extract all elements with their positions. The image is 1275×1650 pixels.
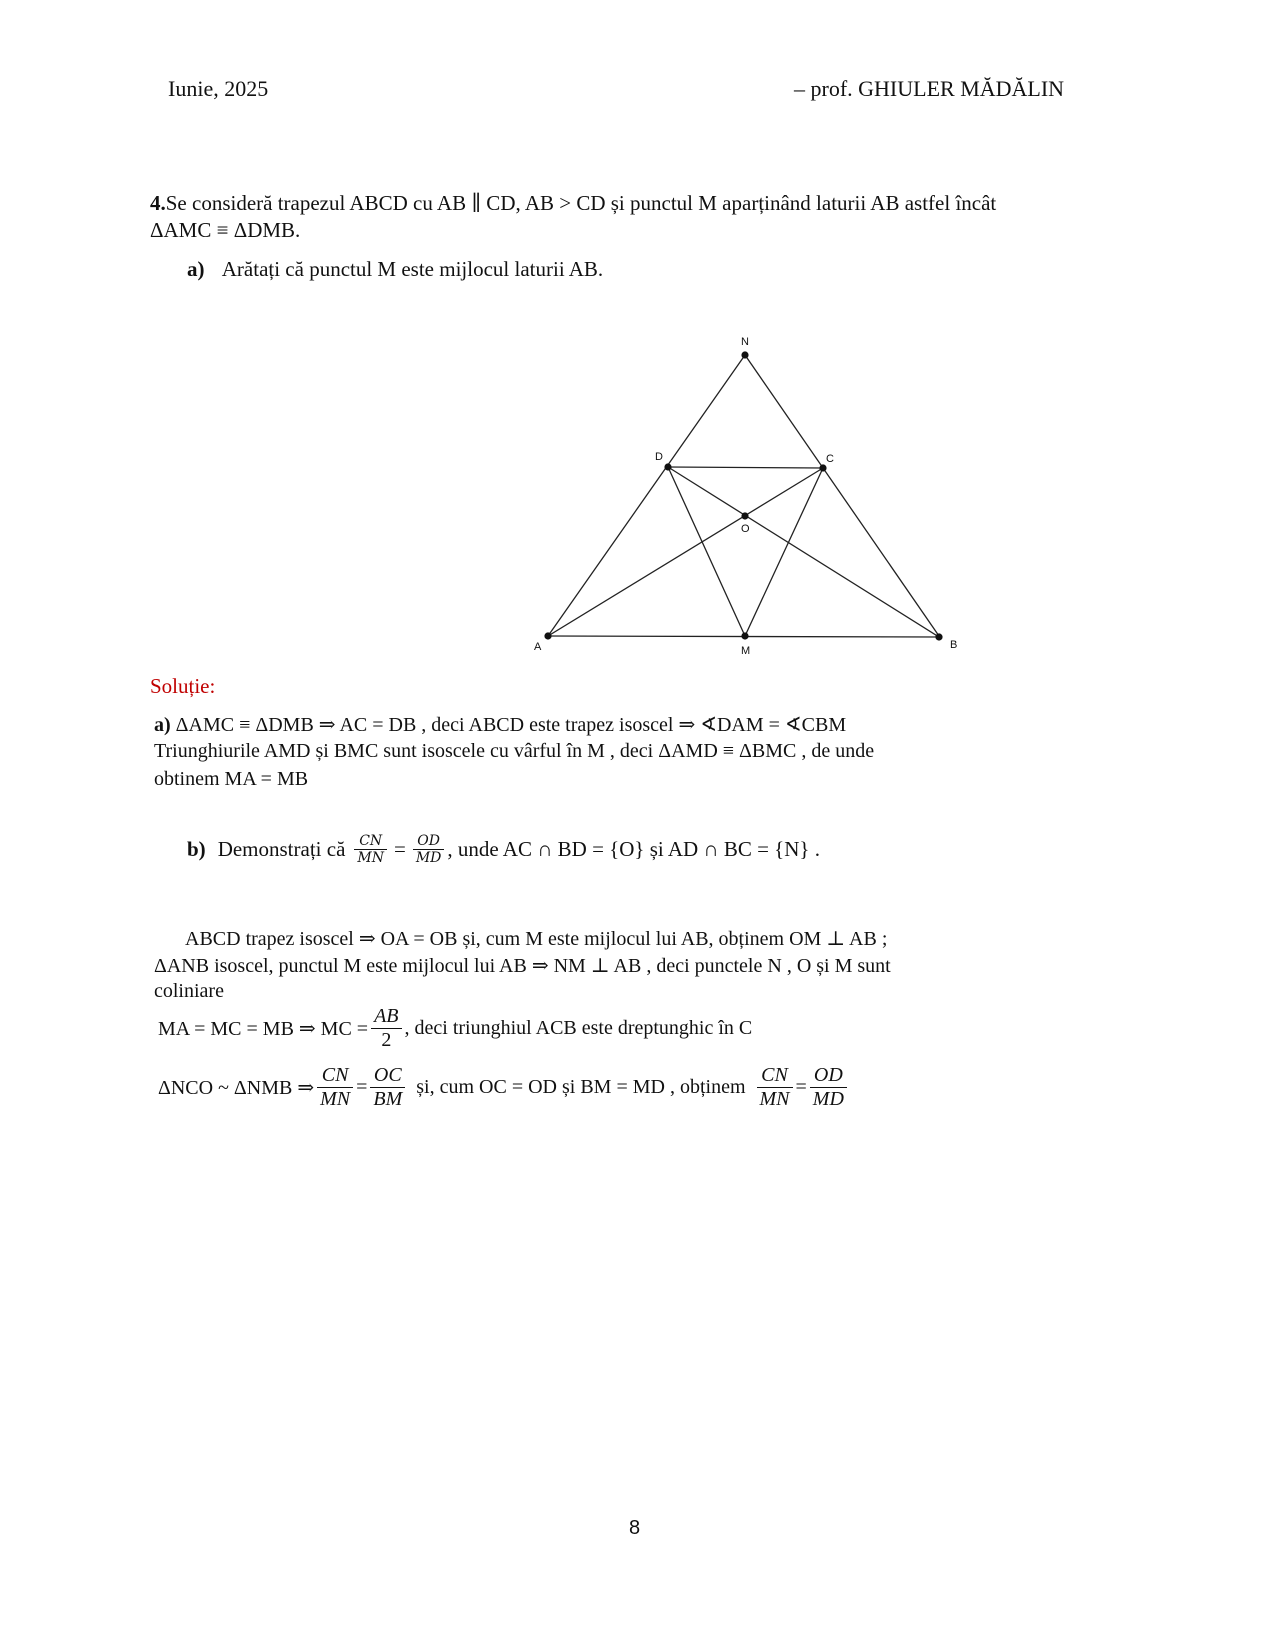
part-b-frac1-den: MN — [357, 850, 384, 867]
solution-b-f2-num: OC — [370, 1064, 405, 1088]
solution-b-fraction-oc-bm — [370, 1064, 405, 1111]
line-CM — [745, 468, 823, 636]
part-b-equals: = — [393, 837, 406, 862]
label-N: N — [741, 336, 749, 348]
label-A: A — [534, 641, 542, 653]
part-a-text: Arătați că punctul M este mijlocul laturii AB. — [221, 257, 604, 281]
line-AN — [548, 355, 745, 636]
label-O: O — [741, 523, 750, 535]
solution-b-line4-suffix: , deci triunghiul ACB este dreptunghic în C — [404, 1017, 753, 1039]
solution-b-f3-den: MN — [759, 1088, 790, 1110]
line-NB — [745, 355, 939, 636]
point-D — [664, 463, 671, 470]
solution-b-line4-num: AB — [371, 1005, 401, 1029]
label-B: B — [950, 639, 958, 651]
problem-statement-line2: ΔAMC ≡ ΔDMB. — [150, 218, 301, 242]
solution-b-line5-prefix: ΔNCO ~ ΔNMB ⇒ — [158, 1077, 315, 1099]
solution-b-line5 — [158, 1064, 850, 1111]
label-D: D — [655, 451, 663, 463]
solution-b-fraction-cn-mn-2 — [757, 1064, 793, 1111]
figure-lines — [548, 355, 939, 637]
part-b-fraction-cn-mn — [354, 833, 387, 866]
solution-a-label: a) — [154, 714, 171, 736]
line-AC — [548, 468, 823, 636]
page-number: 8 — [629, 1517, 641, 1539]
label-C: C — [826, 453, 834, 465]
part-a-label: a) — [187, 257, 205, 281]
solution-b-line4-prefix: MA = MC = MB ⇒ MC = — [158, 1018, 369, 1040]
line-DB — [668, 467, 939, 637]
line-DC — [668, 467, 823, 468]
solution-b-fraction-ab-2 — [371, 1005, 401, 1052]
part-b-frac2-den: MD — [415, 850, 442, 867]
solution-b-line1: ABCD trapez isoscel ⇒ OA = OB și, cum M este mijlocul lui AB, obținem OM ⊥ AB ; — [185, 928, 888, 950]
part-b-suffix: , unde AC ∩ BD = {O} și AD ∩ BC = {N} . — [447, 837, 821, 862]
solution-a-line3: obtinem MA = MB — [154, 768, 309, 790]
problem-number: 4. — [150, 191, 166, 215]
solution-b-line4 — [158, 1005, 752, 1052]
solution-b-line2: ΔANB isoscel, punctul M este mijlocul lui AB ⇒ NM ⊥ AB , deci punctele N , O și M sunt — [154, 955, 891, 977]
line-DM — [668, 467, 745, 636]
point-M — [741, 632, 748, 639]
solution-b-f1-num: CN — [317, 1064, 353, 1088]
part-b-prefix: Demonstrați că — [217, 837, 346, 862]
solution-b-fraction-od-md — [810, 1064, 847, 1111]
solution-b-f4-num: OD — [810, 1064, 847, 1088]
solution-b-f1-den: MN — [320, 1088, 351, 1110]
solution-b-line4-den: 2 — [381, 1029, 392, 1051]
solution-b-eq2: = — [795, 1076, 807, 1098]
part-b-frac1-num: CN — [354, 833, 387, 850]
solution-b-fraction-cn-mn — [317, 1064, 353, 1111]
solution-b-f3-num: CN — [757, 1064, 793, 1088]
solution-b-f2-den: BM — [373, 1088, 403, 1110]
part-b-frac2-num: OD — [413, 833, 445, 850]
solution-a-text1: ΔAMC ≡ ΔDMB ⇒ AC = DB , deci ABCD este trapez isoscel ⇒ ∢DAM = ∢CBM — [175, 714, 847, 736]
solution-title: Soluție: — [150, 674, 216, 698]
geometry-figure — [0, 0, 1275, 700]
figure-points — [544, 351, 942, 640]
solution-b-f4-den: MD — [812, 1088, 844, 1110]
part-b-label: b) — [187, 837, 206, 862]
part-b-fraction-od-md — [413, 833, 445, 866]
point-A — [544, 632, 551, 639]
header-author: – prof. GHIULER MĂDĂLIN — [794, 76, 1065, 101]
solution-a-line2: Triunghiurile AMD și BMC sunt isoscele cu vârful în M , deci ΔAMD ≡ ΔBMC , de unde — [154, 740, 875, 762]
solution-b-line5-mid: și, cum OC = OD și BM = MD , obținem — [416, 1076, 746, 1098]
point-O — [741, 512, 748, 519]
point-N — [741, 351, 748, 358]
point-B — [935, 633, 942, 640]
header-date: Iunie, 2025 — [168, 76, 269, 101]
point-C — [819, 464, 826, 471]
label-M: M — [741, 645, 751, 657]
solution-a-line1 — [154, 712, 846, 737]
solution-b-eq1: = — [356, 1076, 368, 1098]
solution-b-line3: coliniare — [154, 980, 224, 1002]
part-b — [187, 833, 820, 866]
problem-statement-line1: Se consideră trapezul ABCD cu AB ∥ CD, AB > CD și punctul M aparținând laturii AB astfel încât — [165, 191, 997, 215]
